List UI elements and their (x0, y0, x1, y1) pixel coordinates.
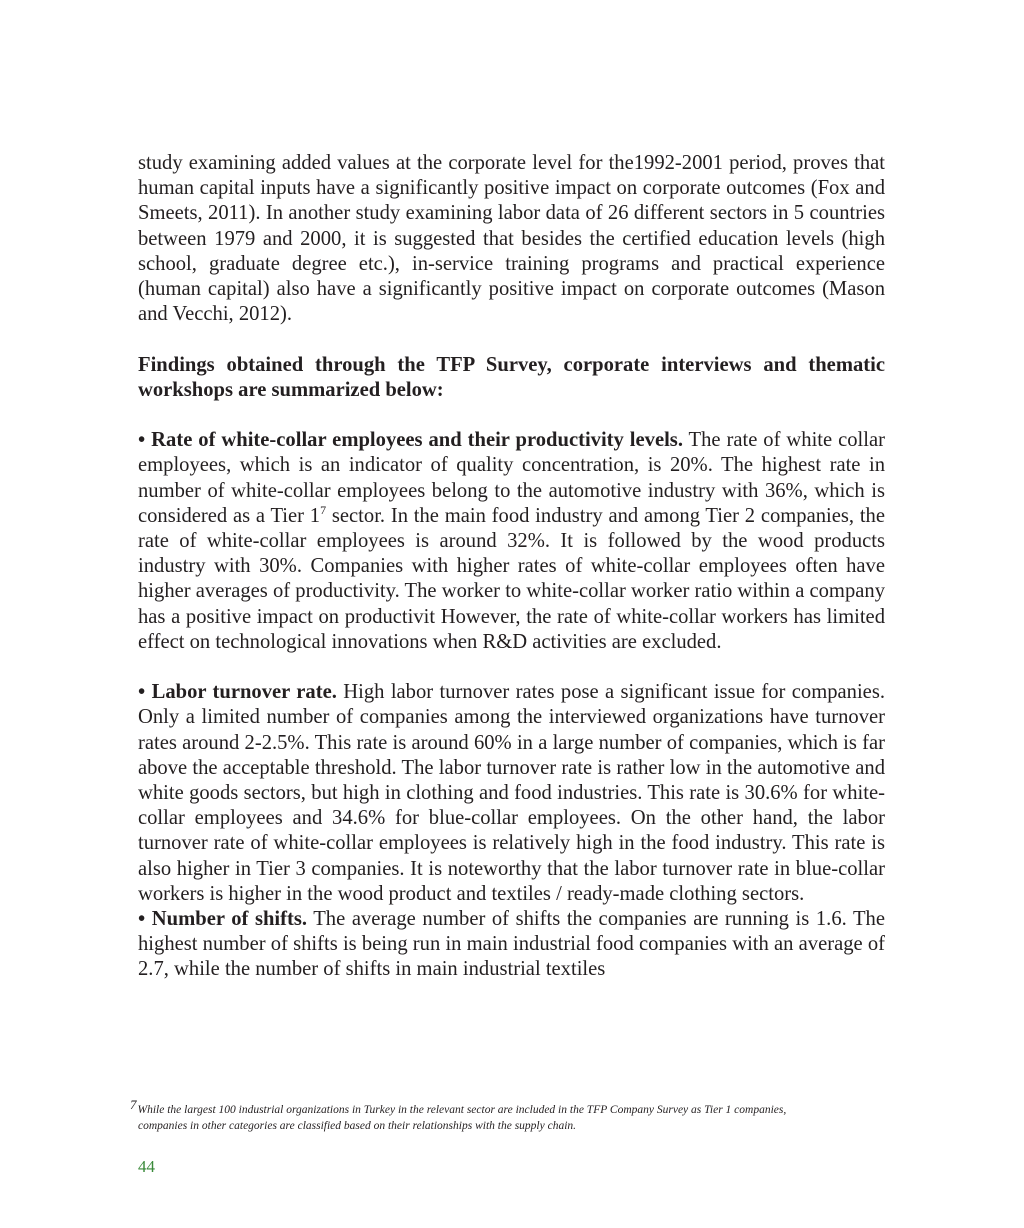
bullet-marker: • (138, 681, 146, 704)
footnote-marker: 7 (130, 1097, 137, 1112)
paragraph-spacer (138, 655, 885, 680)
page-number: 44 (138, 1157, 155, 1176)
bullet-marker: • (138, 908, 146, 931)
bullet-text-labor-turnover: High labor turnover rates pose a significant issue for companies. Only a limited number of companies among the interviewed organizations have turnover rates around 2-2.5%. This rate is around 60% in a large number of companies, which is far above the acceptable threshold. The labor turnover rate is rather low in the automotive and white goods sectors, but high in clothing and food industries. This rate is 30.6% for white-collar employees and 34.6% for blue-collar employees. On the other hand, the labor turnover rate of white-collar employees is relatively high in the food industry. This rate is also higher in Tier 3 companies. It is noteworthy that the labor turnover rate in blue-collar workers is higher in the wood product and textiles / ready-made clothing sectors. (138, 681, 885, 905)
footnote (130, 1097, 890, 1134)
bullet-labor-turnover (138, 680, 885, 907)
bullet-text-number-of-shifts: The average number of shifts the companies are running is 1.6. The highest number of shifts is being run in main industrial food companies with an average of 2.7, while the number of shifts in main industrial textiles (138, 908, 885, 981)
intro-paragraph: study examining added values at the corporate level for the1992-2001 period, proves that human capital inputs have a significantly positive impact on corporate outcomes (Fox and Smeets, 2011). In another study examining labor data of 26 different sectors in 5 countries between 1979 and 2000, it is suggested that besides the certified education levels (high school, graduate degree etc.), in-service training programs and practical experience (human capital) also have a significantly positive impact on corporate outcomes (Mason and Vecchi, 2012). (138, 152, 885, 326)
footnote-reference[interactable]: 7 (320, 502, 327, 517)
bullet-title-number-of-shifts: Number of shifts. (151, 908, 308, 931)
body-text (138, 151, 885, 983)
footnote-line-1 (130, 1097, 890, 1118)
findings-heading: Findings obtained through the TFP Survey, corporate interviews and thematic workshops are summarized below: (138, 353, 885, 401)
bullet-title-white-collar: Rate of white-collar employees and their productivity levels. (151, 429, 683, 452)
paragraph-spacer (138, 403, 885, 428)
bullet-white-collar (138, 428, 885, 655)
bullet-number-of-shifts (138, 907, 885, 983)
footnote-text-1: While the largest 100 industrial organizations in Turkey in the relevant sector are included in the TFP Company Survey as Tier 1 companies, (137, 1104, 787, 1116)
footnote-line-2: companies in other categories are classified based on their relationships with the supply chain. (138, 1120, 577, 1132)
bullet-marker: • (138, 429, 146, 452)
bullet-text-white-collar-a: The rate of white collar employees, which is an indicator of quality concentration, is 20%. The highest rate in number of white-collar employees belong to the automotive industry with 36%, which is considered as a Tier 1 (138, 429, 885, 527)
paragraph-spacer (138, 327, 885, 352)
bullet-text-white-collar-b: sector. In the main food industry and among Tier 2 companies, the rate of white-collar employees is around 32%. It is followed by the wood products industry with 30%. Companies with higher rates of white-collar employees often have higher averages of productivity. The worker to white-collar worker ratio within a company has a positive impact on productivit However, the rate of white-collar workers has limited effect on technological innovations when R&D activities are excluded. (138, 504, 885, 653)
bullet-title-labor-turnover: Labor turnover rate. (151, 681, 337, 704)
